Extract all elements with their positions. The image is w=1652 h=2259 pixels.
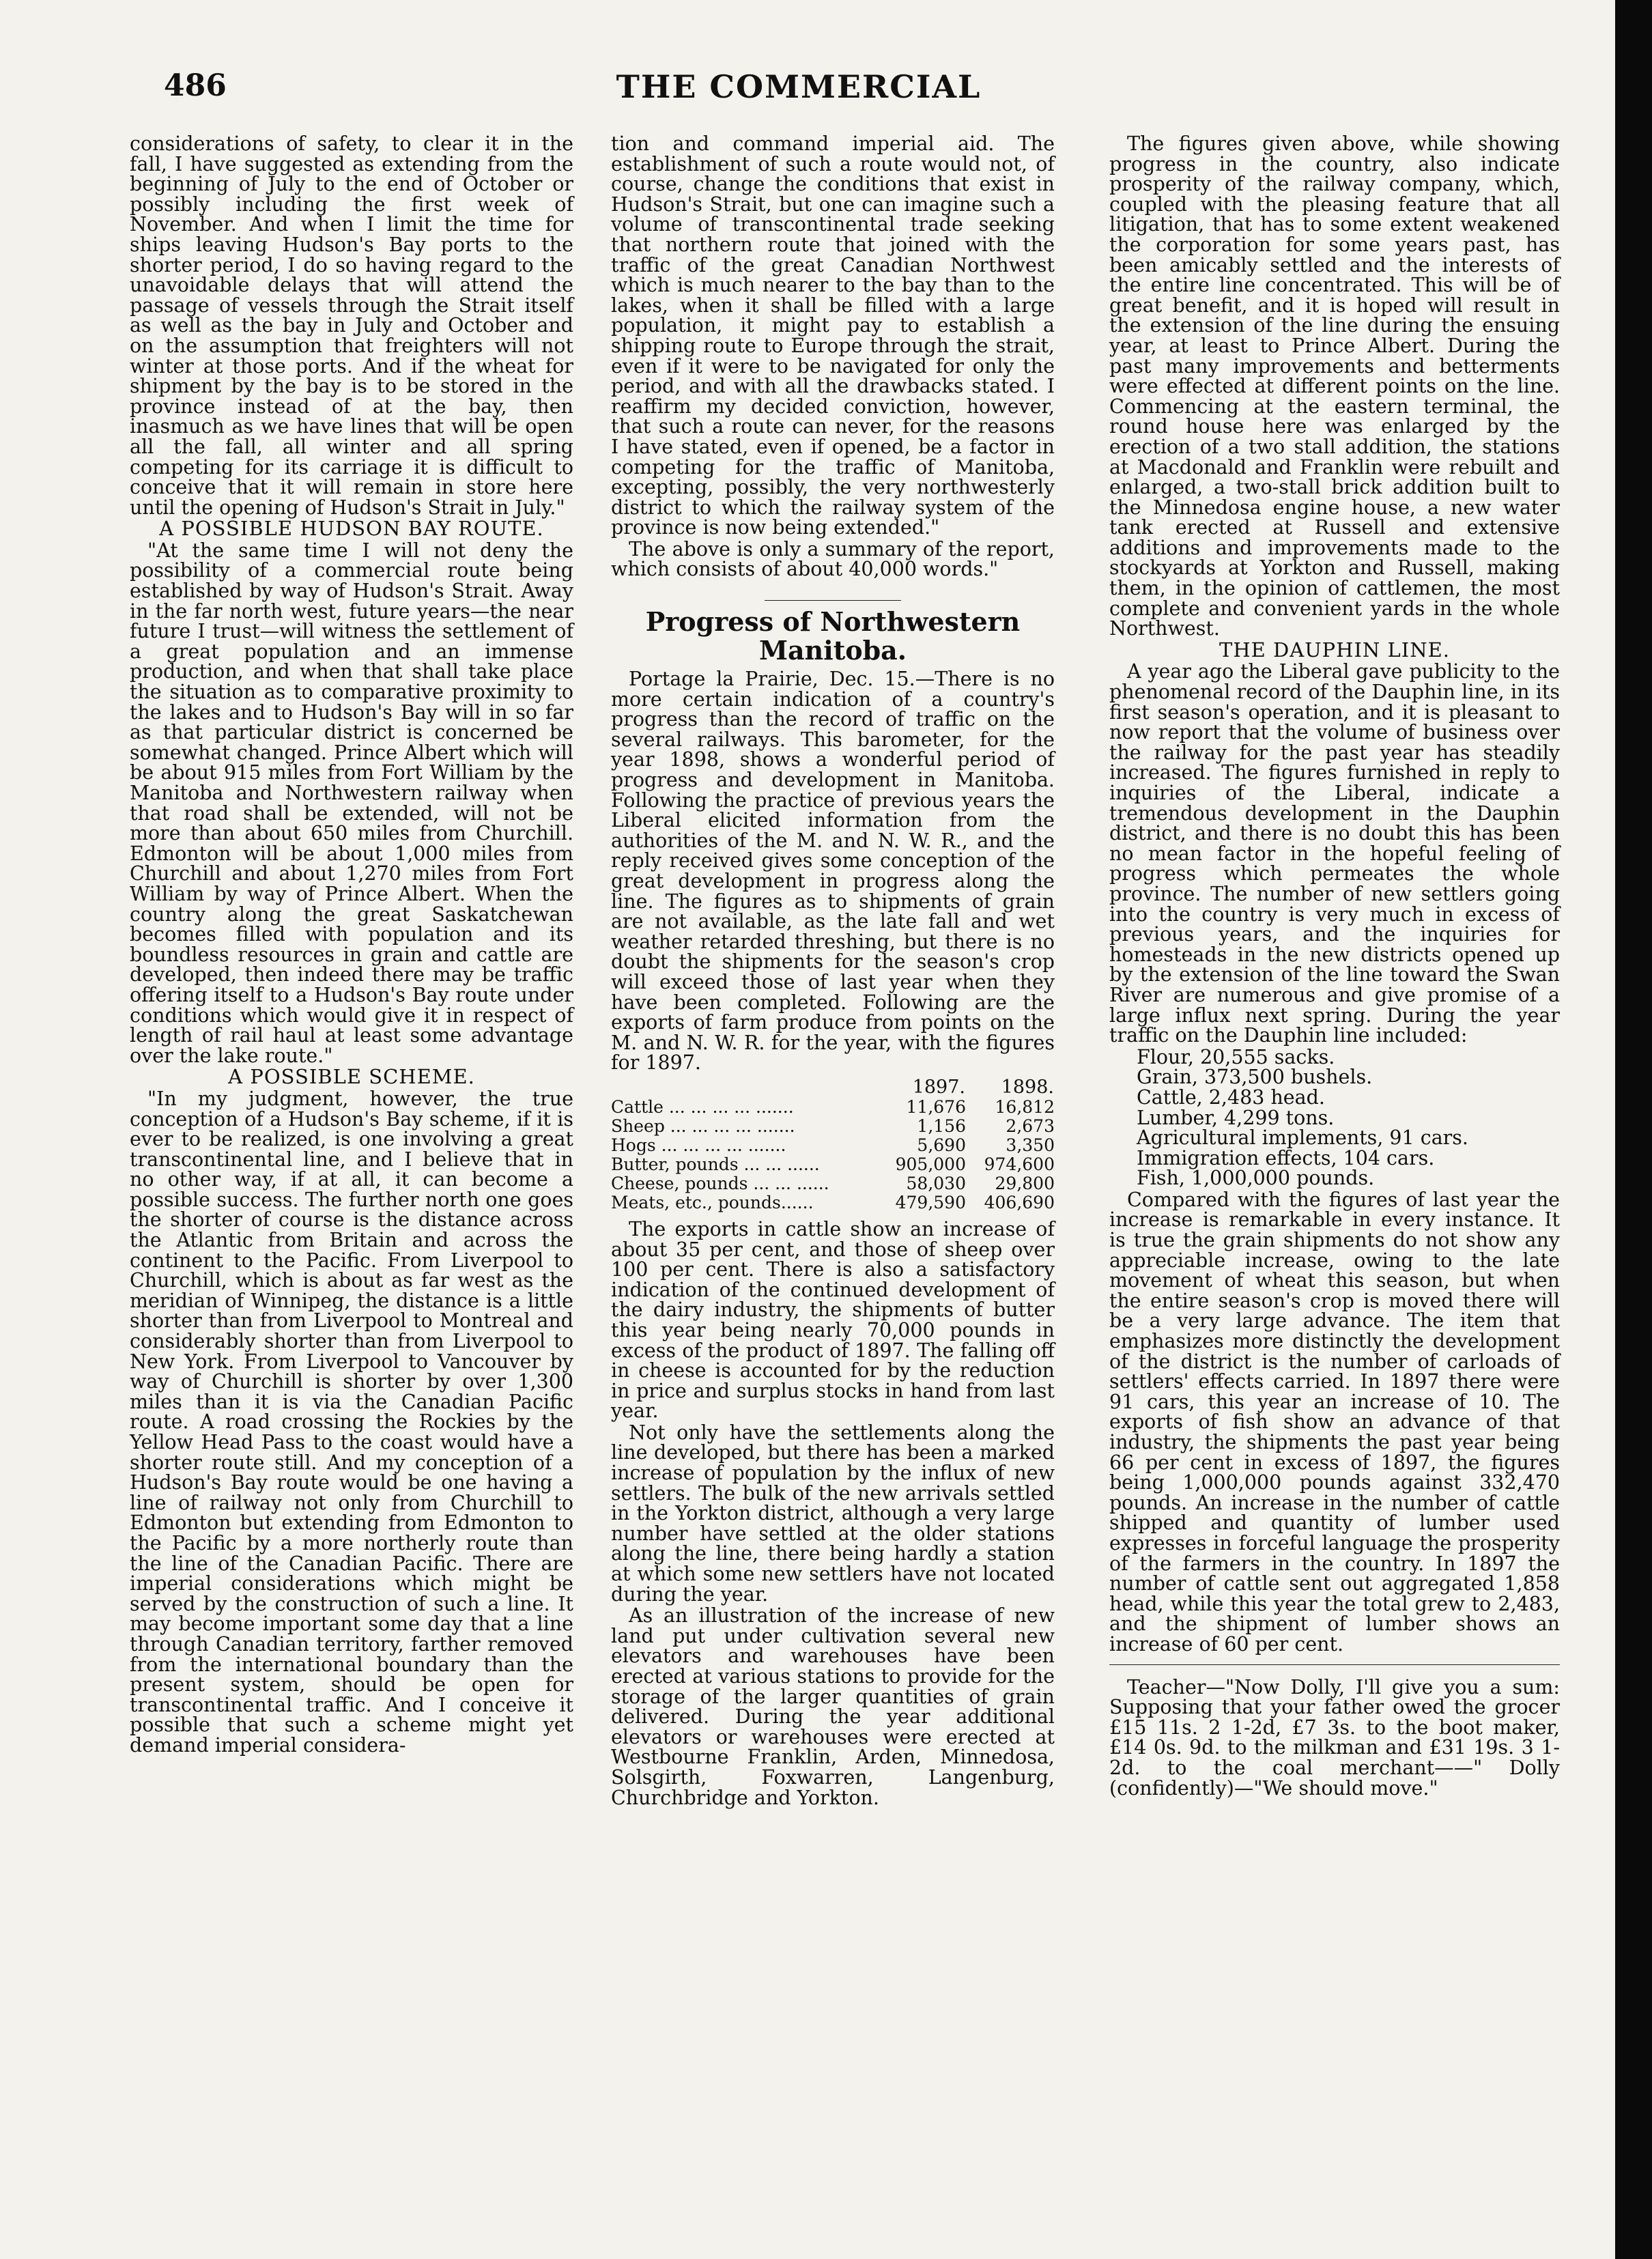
masthead-title: THE COMMERCIAL xyxy=(616,68,982,105)
cell-1898: 406,690 xyxy=(984,1192,1055,1212)
paragraph: considerations of safety, to clear it in the fall, I have suggested as extending from the beginning of July to the end of October or possibly including the first week of November. And when I limit the time for ships leaving Hudson's Bay ports to the shorter period, I do so having regard to the unavoidable delays that will attend the passage of vessels through the Strait itself as well as the bay in July and October and on the assumption that freighters will not winter at those ports. And if the wheat for shipment by the bay is to be stored in the province instead of at the bay, then inasmuch as we have lines that will be open all the fall, all winter and all spring competing for its carriage it is difficult to conceive that it will remain in store here until the opening of Hudson's Strait in July." xyxy=(130,132,573,519)
paragraph: As an illustration of the increase of new land put under cultivation several new elevators and warehouses have been erected at various stations to provide for the storage of the larger quantities of grain delivered. During the year additional elevators or warehouses were erected at Westbourne Franklin, Arden, Minnedosa, Solsgirth, Foxwarren, Langenburg, Churchbridge and Yorkton. xyxy=(611,1604,1055,1809)
row-label: Cattle ... ... ... ... ....... xyxy=(611,1096,794,1117)
table-header: 1897. xyxy=(912,1076,965,1098)
table-row xyxy=(611,1117,1055,1136)
cell-1898: 29,800 xyxy=(995,1173,1055,1193)
table-row xyxy=(611,1174,1055,1193)
paragraph: Portage la Prairie, Dec. 15.—There is no more certain indication of a country's progress than the record of traffic on the several railways. This barometer, for the year 1898, shows a wonderful period of progress and development in Manitoba. Following the practice of previous years the Liberal elicited information from the authorities of the M. and N. W. R., and the reply received gives some conception of the great development in progress along the line. The figures as to shipments of grain are not available, as the late fall and wet weather retarded threshing, but there is no doubt the shipments for the season's crop will exceed those of last year when they have been completed. Following are the exports of farm produce from points on the M. and N. W. R. for the year, with the figures for 1897. xyxy=(611,668,1055,1075)
paragraph: The exports in cattle show an increase of about 35 per cent, and those of sheep over 100 per cent. There is also a satisfactory indication of the continued development of the dairy industry, the shipments of butter this year being nearly 70,000 pounds in excess of the product of 1897. The falling off in cheese is accounted for by the reduction in price and surplus stocks in hand from last year. xyxy=(611,1217,1055,1423)
page-header xyxy=(164,68,1434,109)
row-label: Butter, pounds ... ... ...... xyxy=(611,1154,820,1174)
row-label: Sheep ... ... ... ... ....... xyxy=(611,1116,795,1136)
page-number: 486 xyxy=(164,68,227,103)
cell-1897: 5,690 xyxy=(917,1135,966,1155)
paragraph: The above is only a summary of the report, which consists of about 40,000 words." xyxy=(611,537,1055,581)
table-row xyxy=(611,1098,1055,1117)
paragraph: "At the same time I will not deny the possibility of a commercial route being established by way of Hudson's Strait. Away in the far north west, future years—the near future I trust—will witness the settlement of a great population and an immense production, and when that shall take place the situation as to comparative proximity to the lakes and to Hudson's Bay will in so far as that particular district is concerned be somewhat changed. Prince Albert which will be about 915 miles from Fort William by the Manitoba and Northwestern railway when that road shall be extended, will not be more than about 650 miles from Churchill. Edmonton will be about 1,000 miles from Churchill and about 1,270 miles from Fort William by way of Prince Albert. When the country along the great Saskatchewan becomes filled with population and its boundless resources in grain and cattle are developed, then indeed there may be traffic offering itself to a Hudson's Bay route under conditions which would give it in respect of length of rail haul at least some advantage over the lake route." xyxy=(130,539,573,1067)
column-1 xyxy=(130,134,573,1757)
list-item: Flour, 20,555 sacks. xyxy=(1137,1045,1335,1068)
table-row xyxy=(611,1136,1055,1155)
paragraph: Not only have the settlements along the line developed, but there has been a marked increase of population by the influx of new settlers. The bulk of the new arrivals settled in the Yorkton district, although a very large number have settled at the older stations along the line, there being hardly a station at which some new settlers have not located during the year. xyxy=(611,1421,1055,1606)
paragraph: The figures given above, while showing progress in the country, also indicate prosperity of the railway company, which, coupled with the pleasing feature that all litigation, that has to some extent weakened the corporation for some years past, has been amicably settled and the interests of the entire line concentrated. This will be of great benefit, and it is hoped will result in the extension of the line during the ensuing year, at least to Prince Albert. During the past many improvements and betterments were effected at different points on the line. Commencing at the eastern terminal, the round house here was enlarged by the erection of a two stall addition, the stations at Macdonald and Franklin were rebuilt and enlarged, a two-stall brick addition built to the Minnedosa engine house, a new water tank erected at Russell and extensive additions and improvements made to the stockyards at Yorkton and Russell, making them, in the opinion of cattlemen, the most complete and convenient yards in the whole Northwest. xyxy=(1109,132,1560,640)
row-label: Hogs ... ... ... ... ....... xyxy=(611,1135,786,1155)
list-item: Cattle, 2,483 head. xyxy=(1137,1085,1325,1109)
article-divider xyxy=(765,600,901,601)
table-header-row xyxy=(611,1077,1055,1098)
row-label: Meats, etc., pounds...... xyxy=(611,1192,814,1212)
scan-edge-shadow xyxy=(1615,0,1652,2259)
list-item: Lumber, 4,299 tons. xyxy=(1137,1106,1335,1129)
list-item: Grain, 373,500 bushels. xyxy=(1137,1066,1373,1089)
cell-1897: 58,030 xyxy=(906,1173,966,1193)
table-row xyxy=(611,1193,1055,1212)
table-header-blank xyxy=(611,1077,877,1098)
paragraph: "In my judgment, however, the true conception of a Hudson's Bay scheme, if it is ever to be realized, is one involving a great transcontinental line, and I believe that in no other way, if at all, it can become a possible success. The further north one goes the shorter of course is the distance across the Atlantic from Britain and across the continent to the Pacific. From Liverpool to Churchill, which is about as far west as the meridian of Winnipeg, the distance is a little shorter than from Liverpool to Montreal and considerably shorter than from Liverpool to New York. From Liverpool to Vancouver by way of Churchill is shorter by over 1,300 miles than it is via the Canadian Pacific route. A road crossing the Rockies by the Yellow Head Pass to the coast would have a shorter route still. And my conception of a Hudson's Bay route would be one having a line of railway not only from Churchill to Edmonton but extending from Edmonton to the Pacific by a more northerly route than the line of the Canadian Pacific. There are imperial considerations which might be served by the construction of such a line. It may become important some day that a line through Canadian territory, farther removed from the international boundary than the present system, should be open for transcontinental traffic. And I conceive it possible that such a scheme might yet demand imperial considera- xyxy=(130,1087,573,1757)
article-title: Progress of Northwestern Manitoba. xyxy=(645,606,1021,666)
list-item: Agricultural implements, 91 cars. xyxy=(1137,1126,1468,1150)
cell-1898: 2,673 xyxy=(1006,1116,1055,1136)
table-row xyxy=(611,1155,1055,1174)
row-label: Cheese, pounds ... ... ...... xyxy=(611,1173,829,1193)
table-header: 1898. xyxy=(1001,1076,1054,1098)
cell-1898: 16,812 xyxy=(995,1096,1055,1117)
cell-1897: 1,156 xyxy=(917,1116,966,1136)
section-heading: A POSSIBLE HUDSON BAY ROUTE. xyxy=(159,517,544,541)
paragraph: tion and command imperial aid. The establishment of such a route would not, of course, change the conditions that exist in Hudson's Strait, but one can imagine such a volume of transcontinental trade seeking that northern route that joined with the traffic of the great Canadian Northwest which is much nearer to the bay than to the lakes, when it shall be filled with a large population, it might pay to establish a shipping route to Europe through the strait, even if it were to be navigated for only the period, and with all the drawbacks stated. I reaffirm my decided conviction, however, that such a route can never, for the reasons I have stated, even if opened, be a factor in competing for the traffic of Manitoba, excepting, possibly, the very northwesterly district to which the railway system of the province is now being extended." xyxy=(611,132,1055,539)
column-3 xyxy=(1109,134,1560,1800)
list-item: Immigration effects, 104 cars. xyxy=(1137,1146,1435,1169)
section-heading: THE DAUPHIN LINE. xyxy=(1219,638,1450,662)
cell-1897: 905,000 xyxy=(895,1154,966,1174)
section-heading: A POSSIBLE SCHEME. xyxy=(228,1065,475,1089)
cell-1898: 3,350 xyxy=(1006,1135,1055,1155)
paragraph: A year ago the Liberal gave publicity to the phenomenal record of the Dauphin line, in its first season's operation, and it is pleasant to now report that the volume of business over the railway for the past year has steadily increased. The figures furnished in reply to inquiries of the Liberal, indicate a tremendous development in the Dauphin district, and there is no doubt this has been no mean factor in the hopeful feeling of progress which permeates the whole province. The number of new settlers going into the country is very much in excess of previous years, and the inquiries for homesteads in the new districts opened up by the extension of the line toward the Swan River are numerous and give promise of a large influx next spring. During the year traffic on the Dauphin line included: xyxy=(1109,660,1560,1047)
paragraph: Teacher—"Now Dolly, I'll give you a sum: Supposing that your father owed the grocer £15 11s. 2 1-2d, £7 3s. to the boot maker, £14 0s. 9d. to the milkman and £31 19s. 3 1-2d. to the coal merchant——" Dolly (confidently)—"We should move." xyxy=(1109,1675,1560,1800)
cell-1898: 974,600 xyxy=(984,1154,1055,1174)
cell-1897: 479,590 xyxy=(895,1192,966,1212)
traffic-list xyxy=(1109,1047,1560,1189)
paragraph: Compared with the figures of last year the increase is remarkable in every instance. It is true the grain shipments do not show any appreciable increase, owing to the late movement of wheat this season, but when the entire season's crop is moved there will be a very large advance. The item that emphasizes more distinctly the development of the district is the number of carloads of settlers' effects carried. In 1897 there were 91 cars, this year an increase of 10. The exports of fish show an advance of that industry, the shipments the past year being 66 per cent in excess of 1897, the figures being 1,000,000 pounds against 332,470 pounds. An increase in the number of cattle shipped and quantity of lumber used expresses in forceful language the prosperity of the farmers in the country. In 1897 the number of cattle sent out aggregated 1,858 head, while this year the total grew to 2,483, and the shipment of lumber shows an increase of 60 per cent. xyxy=(1109,1188,1560,1656)
cell-1897: 11,676 xyxy=(906,1096,966,1117)
list-item: Fish, 1,000,000 pounds. xyxy=(1137,1167,1375,1190)
exports-table xyxy=(611,1077,1055,1212)
article-divider xyxy=(1109,1664,1560,1665)
column-2 xyxy=(611,134,1055,1809)
